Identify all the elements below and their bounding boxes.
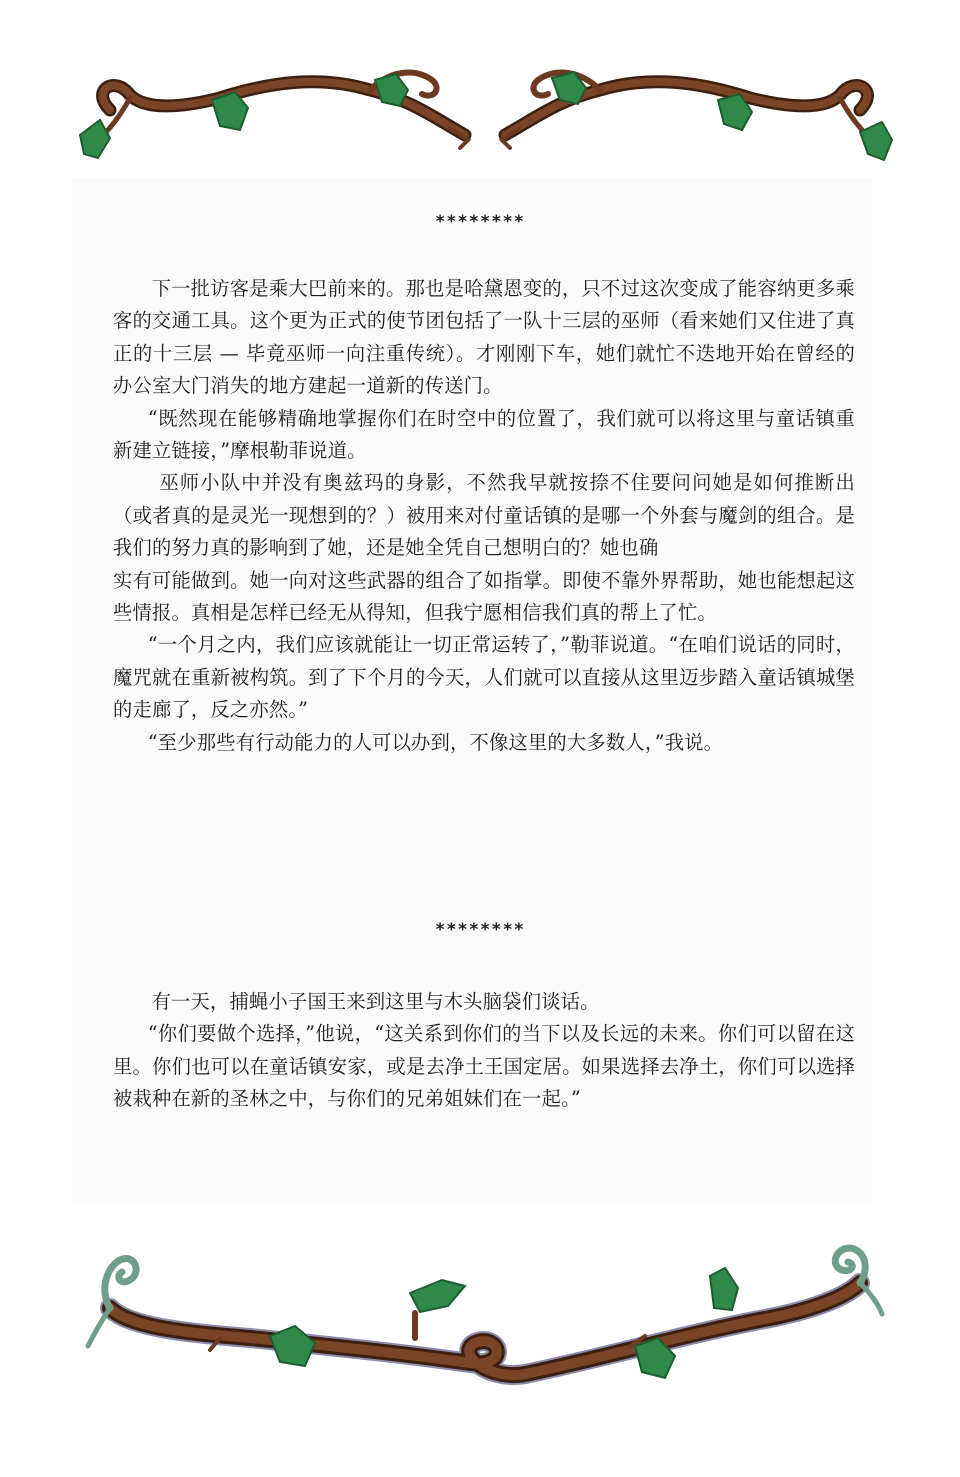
vine-ornament-top-right-icon xyxy=(490,60,900,170)
paragraph: 实有可能做到。她一向对这些武器的组合了如指掌。即使不靠外界帮助，她也能想起这些情报。真相是怎样已经无从得知，但我宁愿相信我们真的帮上了忙。 xyxy=(113,568,855,625)
section-two-text xyxy=(113,986,855,1116)
paragraph: 有一天，捕蝇小子国王来到这里与木头脑袋们谈话。 xyxy=(151,990,600,1013)
paragraph: “你们要做个选择，”他说，“这关系到你们的当下以及长远的未来。你们可以留在这里。你们也可以在童话镇安家，或是去净土王国定居。如果选择去净土，你们可以选择被栽种在新的圣林之中，与你们的兄弟姐妹们在一起。” xyxy=(113,1022,855,1111)
paragraph: “至少那些有行动能力的人可以办到，不像这里的大多数人，”我说。 xyxy=(147,730,724,754)
paragraph: “既然现在能够精确地掌握你们在时空中的位置了，我们就可以将这里与童话镇重新建立链接，”摩根勒菲说道。 xyxy=(113,406,855,463)
paragraph: 巫师小队中并没有奥兹玛的身影，不然我早就按捺不住要问问她是如何推断出（或者真的是灵光一现想到的？）被用来对付童话镇的是哪一个外套与魔剑的组合。是我们的努力真的影响到了她，还是她全凭自己想明白的？她也确 xyxy=(113,471,855,560)
vine-ornament-top-left-icon xyxy=(70,60,480,170)
paragraph: 下一批访客是乘大巴前来的。那也是哈黛恩变的，只不过这次变成了能容纳更多乘客的交通工具。这个更为正式的使节团包括了一队十三层的巫师（看来她们又住进了真正的十三层 — 毕竟巫师一向注重传统）。才刚刚下车，她们就忙不迭地开始在曾经的办公室大门消失的地方建起一道新的传送门。 xyxy=(113,277,855,398)
section-separator: ******** xyxy=(435,212,525,232)
section-separator: ******** xyxy=(435,920,525,940)
paragraph: “一个月之内，我们应该就能让一切正常运转了，”勒菲说道。“在咱们说话的同时，魔咒就在重新被构筑。到了下个月的今天，人们就可以直接从这里迈步踏入童话镇城堡的走廊了，反之亦然。” xyxy=(113,633,855,722)
vine-ornament-bottom-icon xyxy=(70,1238,890,1408)
section-one-text xyxy=(113,273,855,759)
